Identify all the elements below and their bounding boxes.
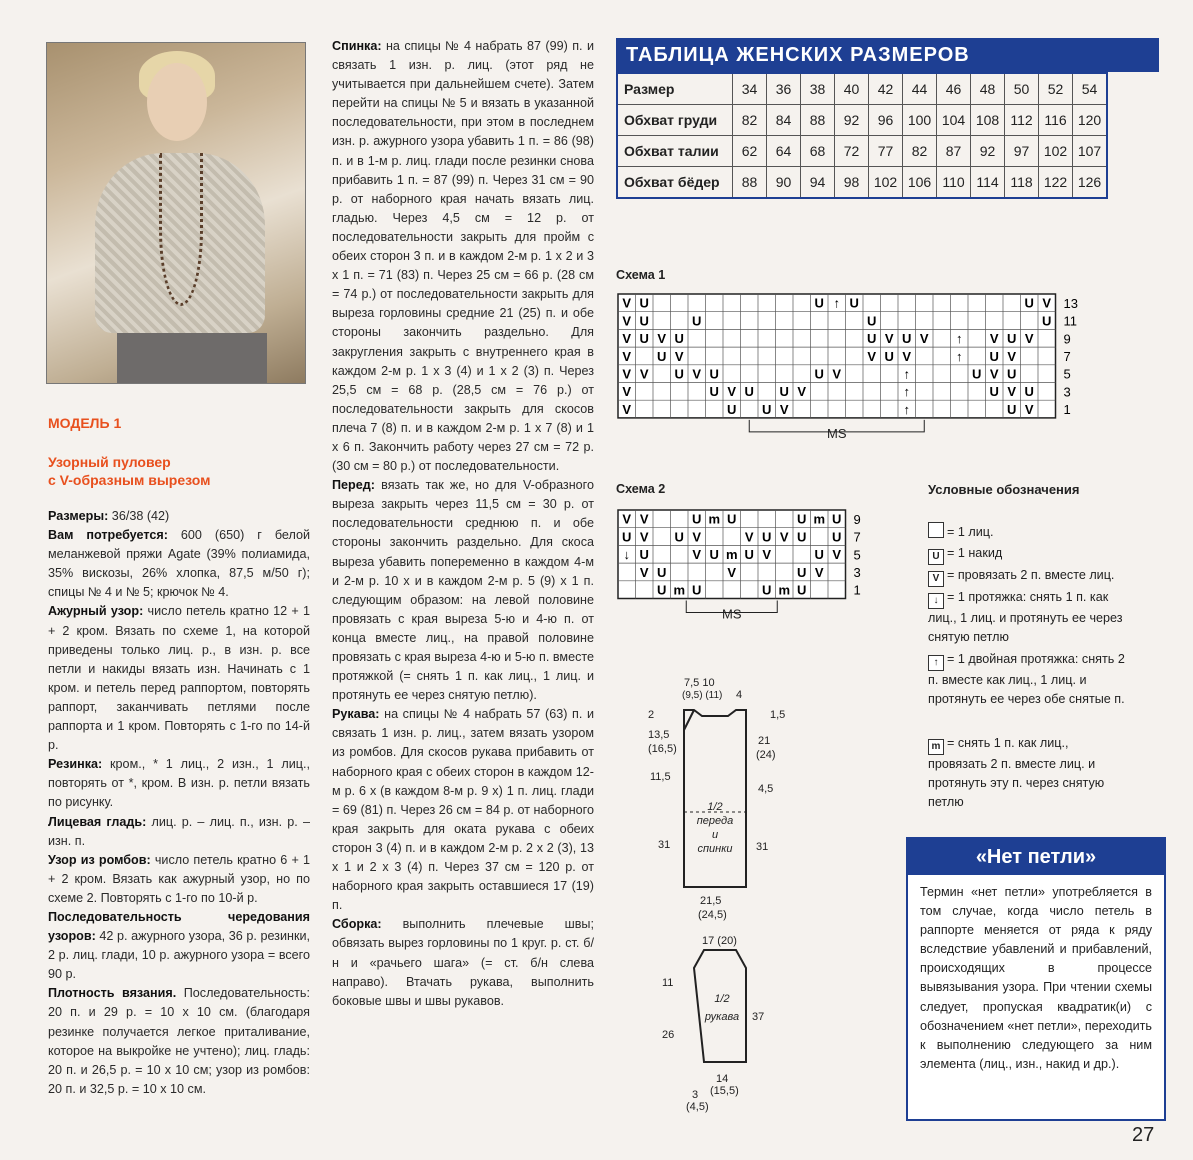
chart-symbol: ↑ <box>956 348 963 364</box>
chart-symbol: V <box>692 366 702 382</box>
chart-symbol: V <box>639 529 649 545</box>
dim-label: 4,5 <box>758 783 774 795</box>
chart-symbol: U <box>727 511 737 527</box>
chart-symbol: U <box>832 529 842 545</box>
size-cell: 42 <box>869 73 903 105</box>
paragraph: Узор из ромбов: число петель кратно 6 + 1 + 2 кром. Вязать как ажурный узор, но по схеме 2. Повторять с 1-го по 10-й р. <box>48 852 310 905</box>
chart-symbol: ↑ <box>903 401 910 417</box>
chart-symbol: V <box>814 564 824 580</box>
chart-symbol: U <box>884 348 894 364</box>
chart-symbol: U <box>657 582 667 598</box>
row-number: 1 <box>853 582 861 598</box>
size-cell: 82 <box>733 105 767 136</box>
size-cell: 92 <box>971 136 1005 167</box>
size-cell: 87 <box>937 136 971 167</box>
size-cell: 116 <box>1039 105 1073 136</box>
chart-symbol: V <box>832 366 842 382</box>
size-cell: 100 <box>903 105 937 136</box>
chart-symbol: V <box>622 348 632 364</box>
size-cell: 122 <box>1039 167 1073 199</box>
chart-symbol: U <box>797 582 807 598</box>
chart-symbol: U <box>814 366 824 382</box>
size-cell: 90 <box>767 167 801 199</box>
dim-label: 7,5 10 <box>684 677 715 689</box>
size-table <box>616 72 1108 199</box>
chart-symbol: U <box>814 295 824 311</box>
no-stitch-box <box>906 837 1166 1121</box>
no-stitch-title: «Нет петли» <box>908 839 1164 875</box>
neck-line <box>684 710 694 730</box>
subtitle-line: Узорный пуловер <box>48 454 171 470</box>
chart-symbol: U <box>762 529 772 545</box>
paragraph: Размеры: 36/38 (42) <box>48 509 170 523</box>
size-cell: 110 <box>937 167 971 199</box>
chart-symbol: U <box>639 313 649 329</box>
chart-symbol: U <box>797 529 807 545</box>
size-table-row <box>617 105 1107 136</box>
size-table-row <box>617 167 1107 199</box>
size-cell: 104 <box>937 105 971 136</box>
dim-label: 31 <box>756 841 769 853</box>
dim-label: (9,5) (11) <box>682 690 723 701</box>
paragraph: Последовательность чередования узоров: 42 р. ажурного узора, 36 р. резинки, 2 р. лиц. глади, 10 р. ажурного узора = всего 90 р. <box>48 909 310 982</box>
chart-symbol: U <box>744 384 754 400</box>
chart-symbol: U <box>902 331 912 347</box>
size-cell: 106 <box>903 167 937 199</box>
chart-symbol: U <box>674 529 684 545</box>
chart-symbol: V <box>622 401 632 417</box>
chart-symbol: U <box>762 582 772 598</box>
dim-label: (24,5) <box>698 909 727 921</box>
chart-symbol: U <box>709 384 719 400</box>
size-cell: 112 <box>1005 105 1039 136</box>
chart-symbol: V <box>639 511 649 527</box>
chart-symbol: V <box>692 529 702 545</box>
chart-symbol: V <box>639 564 649 580</box>
size-row-label: Обхват талии <box>617 136 733 167</box>
row-number: 9 <box>853 511 861 527</box>
size-cell: 107 <box>1073 136 1108 167</box>
piece-label: рукава <box>704 1011 740 1023</box>
size-row-label: Обхват бёдер <box>617 167 733 199</box>
size-cell: 62 <box>733 136 767 167</box>
ms-label: MS <box>722 606 742 622</box>
chart-symbol: U <box>709 366 719 382</box>
chart-symbol: U <box>639 547 649 563</box>
dim-label: 14 <box>716 1073 729 1085</box>
chart-symbol: V <box>727 384 737 400</box>
legend-item: ↓ = 1 протяжка: снять 1 п. как лиц., 1 лиц. и протянуть ее через снятую петлю <box>928 590 1123 644</box>
chart-symbol: U <box>622 529 632 545</box>
chart-symbol: m <box>673 582 686 598</box>
slip-knit-pass-icon: ↓ <box>928 593 944 609</box>
chart-symbol: V <box>989 366 999 382</box>
row-number: 9 <box>1063 331 1071 347</box>
size-cell: 88 <box>801 105 835 136</box>
chart-symbol: U <box>674 366 684 382</box>
ms-label: MS <box>827 425 847 441</box>
chart-symbol: V <box>1024 331 1034 347</box>
row-number: 5 <box>853 547 861 563</box>
chart-symbol: U <box>867 313 877 329</box>
piece-label: спинки <box>697 843 733 855</box>
chart-symbol: U <box>639 295 649 311</box>
chart-symbol: U <box>797 511 807 527</box>
chart-symbol: V <box>622 295 632 311</box>
size-cell: 40 <box>835 73 869 105</box>
chart-symbol: V <box>762 547 772 563</box>
chart-symbol: V <box>657 331 667 347</box>
size-cell: 96 <box>869 105 903 136</box>
chart-symbol: V <box>622 331 632 347</box>
legend-item: U = 1 накид <box>928 544 1128 565</box>
chart-symbol: V <box>867 348 877 364</box>
chart-symbol: V <box>989 331 999 347</box>
size-cell: 50 <box>1005 73 1039 105</box>
photo-necklace <box>159 153 203 306</box>
photo-legs <box>117 333 267 383</box>
scheme-2-chart <box>616 508 876 626</box>
chart-symbol: V <box>902 348 912 364</box>
sleeve-outline <box>694 950 746 1062</box>
chart-symbol: V <box>919 331 929 347</box>
size-cell: 84 <box>767 105 801 136</box>
subtitle-line: с V-образным вырезом <box>48 472 211 488</box>
dim-label: 4 <box>736 689 743 701</box>
legend-item: ↑ = 1 двойная протяжка: снять 2 п. вместе как лиц., 1 лиц. и протянуть ее через обе снятые п. <box>928 652 1125 706</box>
piece-label: 1/2 <box>714 993 730 1005</box>
size-cell: 102 <box>1039 136 1073 167</box>
row-number: 13 <box>1063 295 1078 311</box>
size-row-label: Обхват груди <box>617 105 733 136</box>
dim-label: (15,5) <box>710 1085 739 1097</box>
chart-symbol: m <box>708 511 721 527</box>
paragraph: Спинка: на спицы № 4 набрать 87 (99) п. и связать 1 изн. р. лиц. (этот ряд не учитывается при дальнейшем счете). Затем перейти на спицы № 5 и вязать в указанной последовательности, при этом в последнем изн. р. ажурного узора убавить 1 п. = 86 (98) п. и в 1-м р. лиц. глади после резинки снова прибавить 1 п. = 87 (99) п. Через 31 см = 90 р. от наборного края начать вязать лиц. гладью. Через 4,5 см = 12 р. от последовательности закрыть для пройм с обеих сторон 3 п. и в каждом 2-м р. 1 х 2 и 3 х 1 п. = 71 (83) п. Через 25 см = 66 р. (28 см = 74 р.) от последовательности закрыть для выреза горловины средние 21 (25) п. и обе стороны закончить раздельно. Для закругления закрыть с внутреннего края в каждом 2-м р. 1 х 3 (4) и 1 х 2 (3) п. Через 25,5 см = 68 р. (28,5 см = 76 р.) от последовательности закрыть для скосов плеча 7 (8) п. и в каждом 2-м р. 1 х 7 (8) и 1 х 6 п. Закончить работу через 27 см = 72 р. (30 см = 80 р.) от последовательности. <box>332 39 594 474</box>
piece-label: переда <box>696 815 734 827</box>
chart-symbol: U <box>989 348 999 364</box>
size-cell: 46 <box>937 73 971 105</box>
size-table-title: ТАБЛИЦА ЖЕНСКИХ РАЗМЕРОВ <box>616 38 1159 72</box>
size-cell: 48 <box>971 73 1005 105</box>
chart-symbol: U <box>709 547 719 563</box>
chart-symbol: m <box>813 511 826 527</box>
row-number: 7 <box>853 529 861 545</box>
size-cell: 64 <box>767 136 801 167</box>
size-cell: 108 <box>971 105 1005 136</box>
chart-symbol: V <box>622 384 632 400</box>
chart-symbol: U <box>727 401 737 417</box>
chart-symbol: U <box>867 331 877 347</box>
pattern-drawing <box>640 672 800 1112</box>
paragraph: Сборка: выполнить плечевые швы; обвязать вырез горловины по 1 круг. р. ст. б/н и «рачьего шага» (= ст. б/н слева направо). Втачать рукава, выполнить боковые швы и швы рукавов. <box>332 917 594 1008</box>
chart-symbol: U <box>814 547 824 563</box>
scheme-2-label: Схема 2 <box>616 482 666 496</box>
dim-label: 21,5 <box>700 895 722 907</box>
chart-symbol: V <box>779 401 789 417</box>
size-cell: 52 <box>1039 73 1073 105</box>
chart-symbol: V <box>622 313 632 329</box>
chart-symbol: U <box>972 366 982 382</box>
size-cell: 68 <box>801 136 835 167</box>
slip-k2tog-pass-icon: m <box>928 739 944 755</box>
chart-symbol: V <box>1007 384 1017 400</box>
chart-symbol: V <box>674 348 684 364</box>
size-table-row <box>617 73 1107 105</box>
chart-symbol: U <box>657 564 667 580</box>
chart-symbol: U <box>692 511 702 527</box>
chart-symbol: m <box>725 547 738 563</box>
chart-symbol: U <box>674 331 684 347</box>
chart-symbol: U <box>1042 313 1052 329</box>
dim-label: 17 (20) <box>702 935 737 947</box>
chart-symbol: U <box>849 295 859 311</box>
size-cell: 72 <box>835 136 869 167</box>
size-cell: 102 <box>869 167 903 199</box>
chart-symbol: U <box>1007 366 1017 382</box>
size-cell: 82 <box>903 136 937 167</box>
paragraph: Плотность вязания. Последовательность: 20 п. и 29 р. = 10 х 10 см. (благодаря резинке получается легкое приталивание, которое на выкройке не учтено); лиц. гладь: 20 п. и 26,5 р. = 10 х 10 см; узор из ромбов: 20 п. и 32,5 р. = 10 х 10 см. <box>48 986 310 1096</box>
chart-symbol: V <box>744 529 754 545</box>
chart-symbol: U <box>657 348 667 364</box>
chart-symbol: V <box>692 547 702 563</box>
chart-symbol: U <box>639 331 649 347</box>
instructions-column-2 <box>332 37 594 1011</box>
chart-symbol: V <box>622 511 632 527</box>
size-table-row <box>617 136 1107 167</box>
dim-label: 1,5 <box>770 709 786 721</box>
dim-label: (16,5) <box>648 743 677 755</box>
size-cell: 94 <box>801 167 835 199</box>
knit-two-together-icon: V <box>928 571 944 587</box>
size-cell: 77 <box>869 136 903 167</box>
size-cell: 38 <box>801 73 835 105</box>
size-cell: 97 <box>1005 136 1039 167</box>
chart-symbol: V <box>832 547 842 563</box>
size-cell: 126 <box>1073 167 1108 199</box>
row-number: 7 <box>1063 348 1071 364</box>
legend-item: m = снять 1 п. как лиц., провязать 2 п. вместе лиц. и протянуть эту п. через снятую петлю <box>928 736 1105 809</box>
chart-symbol: ↑ <box>956 331 963 347</box>
chart-symbol: V <box>1042 295 1052 311</box>
photo-face <box>147 63 207 141</box>
chart-symbol: U <box>779 384 789 400</box>
chart-symbol: U <box>692 582 702 598</box>
paragraph: Рукава: на спицы № 4 набрать 57 (63) п. и связать 1 изн. р. лиц., затем вязать узором из ромбов. Для скосов рукава прибавить от наборного края с обеих сторон в каждом 12-м р. 6 х (в каждом 8-м р. 9 х) 1 п. лиц. глади = 69 (81) п. Через 26 см = 84 р. от наборного края закрыть для оката рукава с обеих сторон 3 (4) п. и в каждом 2-м р. 2 х 2 (3), 13 х 1 и 2 х 3 (4) п. Через 37 см = 120 р. от наборного края закрыть оставшиеся 17 (19) п. <box>332 707 594 913</box>
yarn-over-icon: U <box>928 549 944 565</box>
chart-symbol: U <box>762 401 772 417</box>
size-cell: 44 <box>903 73 937 105</box>
chart-symbol: V <box>727 564 737 580</box>
legend-item: V = провязать 2 п. вместе лиц. <box>928 566 1128 587</box>
chart-symbol: U <box>797 564 807 580</box>
piece-label: и <box>711 829 719 841</box>
no-stitch-text: Термин «нет петли» употребляется в том случае, когда число петель в раппорте меняется от ряда к ряду вследствие убавлений и прибавлений, происходящих в процессе вывязывания узора. При чтении схемы следует, пропуская квадратик(и) с обозначением «нет петли», переходить к выполнению следующего за ним элемента (лиц., изн., накид и др.). <box>920 885 1152 1071</box>
chart-symbol: V <box>1024 401 1034 417</box>
chart-symbol: ↑ <box>903 384 910 400</box>
chart-symbol: U <box>1024 384 1034 400</box>
front-back-outline <box>684 710 746 887</box>
dim-label: 13,5 <box>648 729 670 741</box>
dim-label: 26 <box>662 1029 675 1041</box>
paragraph: Вам потребуется: 600 (650) г белой меланжевой пряжи Agate (39% полиамида, 35% вискозы, 26% хлопка, 87,5 м/50 г); спицы № 4 и № 5; крючок № 4. <box>48 528 311 600</box>
paragraph: Резинка: кром., * 1 лиц., 2 изн., 1 лиц., повторять от *, кром. В изн. р. петли вязать по рисунку. <box>48 757 310 810</box>
row-number: 3 <box>853 564 861 580</box>
chart-symbol: V <box>1007 348 1017 364</box>
row-number: 11 <box>1063 313 1077 329</box>
dim-label: 21 <box>758 735 771 747</box>
chart-symbol: U <box>1007 331 1017 347</box>
dim-label: 2 <box>648 709 655 721</box>
size-cell: 114 <box>971 167 1005 199</box>
double-decrease-icon: ↑ <box>928 655 944 671</box>
blank-cell-icon <box>928 522 944 538</box>
page-number: 27 <box>1132 1124 1155 1146</box>
size-cell: 92 <box>835 105 869 136</box>
model-heading: МОДЕЛЬ 1 <box>48 415 122 431</box>
dim-label: 31 <box>658 839 671 851</box>
size-cell: 54 <box>1073 73 1108 105</box>
chart-symbol: U <box>1007 401 1017 417</box>
paragraph: Ажурный узор: число петель кратно 12 + 1 + 2 кром. Вязать по схеме 1, на которой приведены только лиц. р., в изн. р. все петли и накиды вязать изн. Начинать с 1 кром. и петель перед раппортом, повторять раппорт, заканчивать петлями после раппорта и 1 кром. Повторять с 1-го по 14-й р. <box>48 604 310 753</box>
legend-item: = 1 лиц. <box>928 522 1128 542</box>
piece-label: 1/2 <box>707 801 723 813</box>
size-cell: 118 <box>1005 167 1039 199</box>
chart-symbol: ↑ <box>903 366 910 382</box>
chart-symbol: V <box>779 529 789 545</box>
dim-label: 3 <box>692 1089 699 1101</box>
size-cell: 98 <box>835 167 869 199</box>
legend-title: Условные обозначения <box>928 482 1080 497</box>
chart-symbol: V <box>622 366 632 382</box>
chart-symbol: V <box>884 331 894 347</box>
dim-label: (4,5) <box>686 1101 709 1113</box>
chart-symbol: m <box>778 582 791 598</box>
size-cell: 120 <box>1073 105 1108 136</box>
chart-symbol: U <box>989 384 999 400</box>
dim-label: 37 <box>752 1011 765 1023</box>
scheme-1-chart <box>616 292 1078 450</box>
model-photo <box>46 42 306 384</box>
chart-symbol: U <box>1024 295 1034 311</box>
chart-symbol: ↑ <box>833 295 840 311</box>
row-number: 1 <box>1063 402 1071 418</box>
paragraph: Перед: вязать так же, но для V-образного выреза закрыть через 11,5 см = 30 р. от последовательности среднюю п. и обе стороны закончить раздельно. Для скоса выреза убавить попеременно в каждом 4-м и 2-м р. 10 х и в каждом 2-м р. 5 (9) х 1 п. следующим образом: на левой половине провязать с края выреза 5-ю и 4-ю п. от конца вместе лиц., на правой половине провязать с края выреза 4-ю и 5-ю п. вместе протяжкой (= снять 1 п. как лиц., 1 лиц. и протянуть ее через снятую петлю). <box>332 478 594 703</box>
chart-symbol: U <box>744 547 754 563</box>
size-cell: 36 <box>767 73 801 105</box>
dim-label: 11,5 <box>650 771 671 783</box>
row-number: 3 <box>1063 384 1071 400</box>
dim-label: 11 <box>662 977 674 989</box>
chart-symbol: ↓ <box>623 547 630 563</box>
size-cell: 34 <box>733 73 767 105</box>
size-cell: 88 <box>733 167 767 199</box>
chart-symbol: U <box>832 511 842 527</box>
chart-symbol: V <box>797 384 807 400</box>
dim-label: (24) <box>756 749 776 761</box>
size-row-label: Размер <box>617 73 733 105</box>
chart-symbol: U <box>692 313 702 329</box>
scheme-1-label: Схема 1 <box>616 268 666 282</box>
instructions-column-1 <box>48 507 310 1099</box>
model-subtitle <box>48 453 248 489</box>
chart-symbol: V <box>639 366 649 382</box>
row-number: 5 <box>1063 366 1071 382</box>
paragraph: Лицевая гладь: лиц. р. – лиц. п., изн. р. – изн. п. <box>48 814 310 848</box>
